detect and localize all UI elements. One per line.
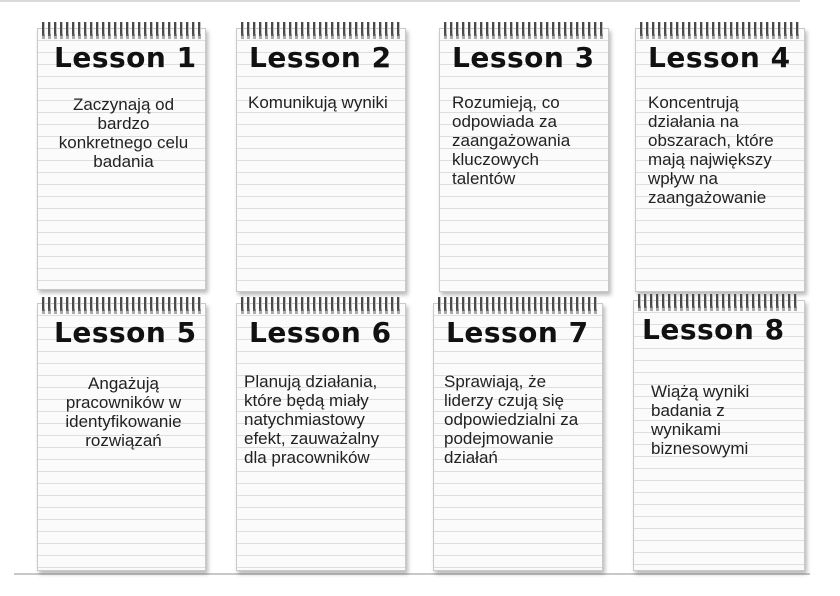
lesson-title: Lesson 8 (642, 313, 785, 346)
lesson-title: Lesson 1 (54, 41, 197, 74)
lesson-title: Lesson 3 (452, 41, 595, 74)
notepad-lesson-8 (633, 300, 805, 571)
notepad-lesson-2 (236, 28, 406, 292)
lesson-text: Wiążą wyniki badania z wynikami biznesowymi (651, 382, 750, 458)
bottom-shadow-line (14, 573, 810, 575)
lesson-text: Komunikują wyniki (248, 93, 388, 112)
lesson-text: Koncentrują działania na obszarach, które mają największy wpływ na zaangażowanie (648, 93, 774, 207)
lesson-text: Planują działania, które będą miały natychmiastowy efekt, zauważalny dla pracowników (244, 372, 380, 467)
notepad-lesson-5 (37, 303, 206, 571)
lesson-title: Lesson 2 (249, 41, 392, 74)
lesson-text: Sprawiają, że liderzy czują się odpowiedzialni za podejmowanie działań (444, 372, 579, 467)
lesson-title: Lesson 4 (648, 41, 791, 74)
lesson-title: Lesson 5 (54, 316, 197, 349)
lesson-text: Angażują pracowników w identyfikowanie rozwiązań (65, 374, 182, 450)
notepad-lesson-1 (37, 28, 206, 290)
notepad-lesson-3 (439, 28, 609, 292)
lesson-text: Rozumieją, co odpowiada za zaangażowania kluczowych talentów (452, 93, 571, 188)
lesson-text: Zaczynają od bardzo konkretnego celu badania (58, 95, 189, 171)
lesson-title: Lesson 7 (446, 316, 589, 349)
top-border-line (0, 0, 800, 2)
lesson-title: Lesson 6 (249, 316, 392, 349)
notepad-lesson-6 (236, 303, 406, 571)
notepad-lesson-7 (433, 303, 603, 571)
notepad-lesson-4 (635, 28, 805, 292)
